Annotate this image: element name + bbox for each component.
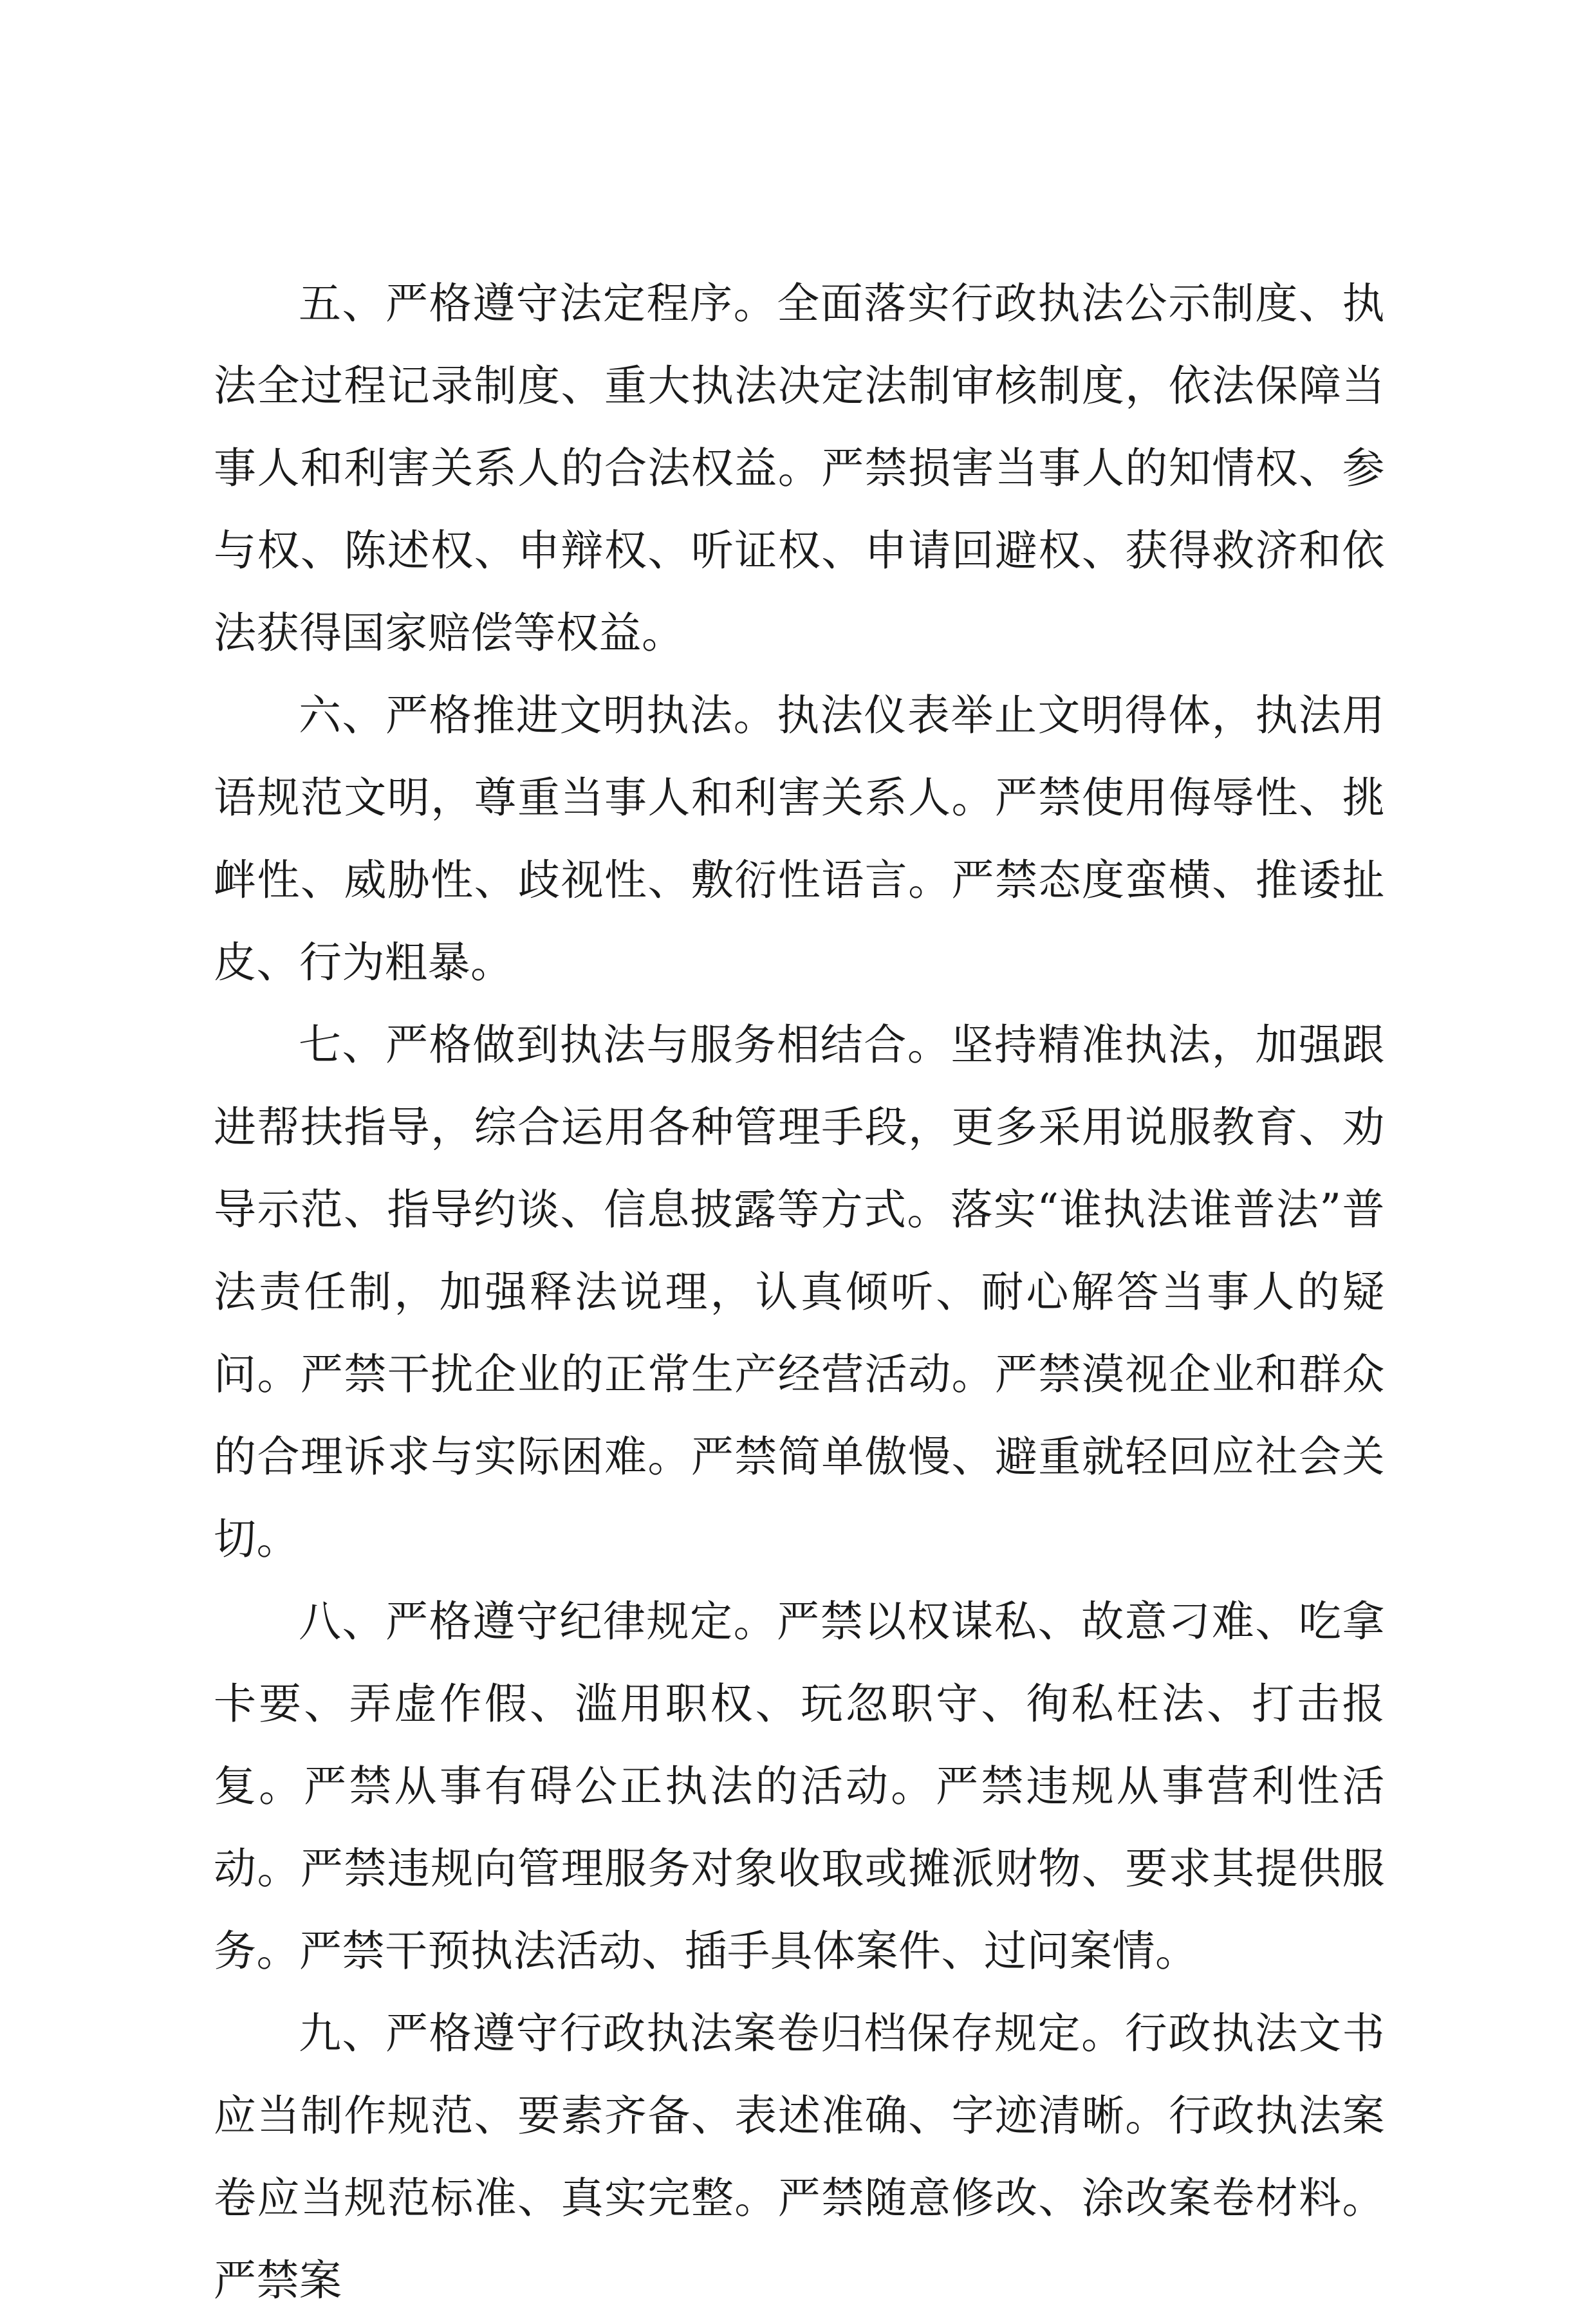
paragraph-8-discipline: 八、严格遵守纪律规定。严禁以权谋私、故意刁难、吃拿卡要、弄虚作假、滥用职权、玩忽职守、徇私枉法、打击报复。严禁从事有碍公正执法的活动。严禁违规从事营利性活动。严禁违规向管理服务对象收取或摊派财物、要求其提供服务。严禁干预执法活动、插手具体案件、过问案情。 — [214, 1597, 1385, 1976]
paragraph-7-enforcement-and-service: 七、严格做到执法与服务相结合。坚持精准执法，加强跟进帮扶指导，综合运用各种管理手段，更多采用说服教育、劝导示范、指导约谈、信息披露等方式。落实“谁执法谁普法”普法责任制，加强释法说理，认真倾听、耐心解答当事人的疑问。严禁干扰企业的正常生产经营活动。严禁漠视企业和群众的合理诉求与实际困难。严禁简单傲慢、避重就轻回应社会关切。 — [214, 1020, 1385, 1564]
paragraph-9-case-archiving: 九、严格遵守行政执法案卷归档保存规定。行政执法文书应当制作规范、要素齐备、表述准确、字迹清晰。行政执法案卷应当规范标准、真实完整。严禁随意修改、涂改案卷材料。严禁案 — [214, 2009, 1385, 2305]
paragraph-5-procedure: 五、严格遵守法定程序。全面落实行政执法公示制度、执法全过程记录制度、重大执法决定法制审核制度，依法保障当事人和利害关系人的合法权益。严禁损害当事人的知情权、参与权、陈述权、申辩权、听证权、申请回避权、获得救济和依法获得国家赔偿等权益。 — [214, 279, 1385, 658]
paragraph-6-civilized-enforcement: 六、严格推进文明执法。执法仪表举止文明得体，执法用语规范文明，尊重当事人和利害关系人。严禁使用侮辱性、挑衅性、威胁性、歧视性、敷衍性语言。严禁态度蛮横、推诿扯皮、行为粗暴。 — [214, 691, 1385, 987]
document-body — [214, 263, 1385, 2322]
